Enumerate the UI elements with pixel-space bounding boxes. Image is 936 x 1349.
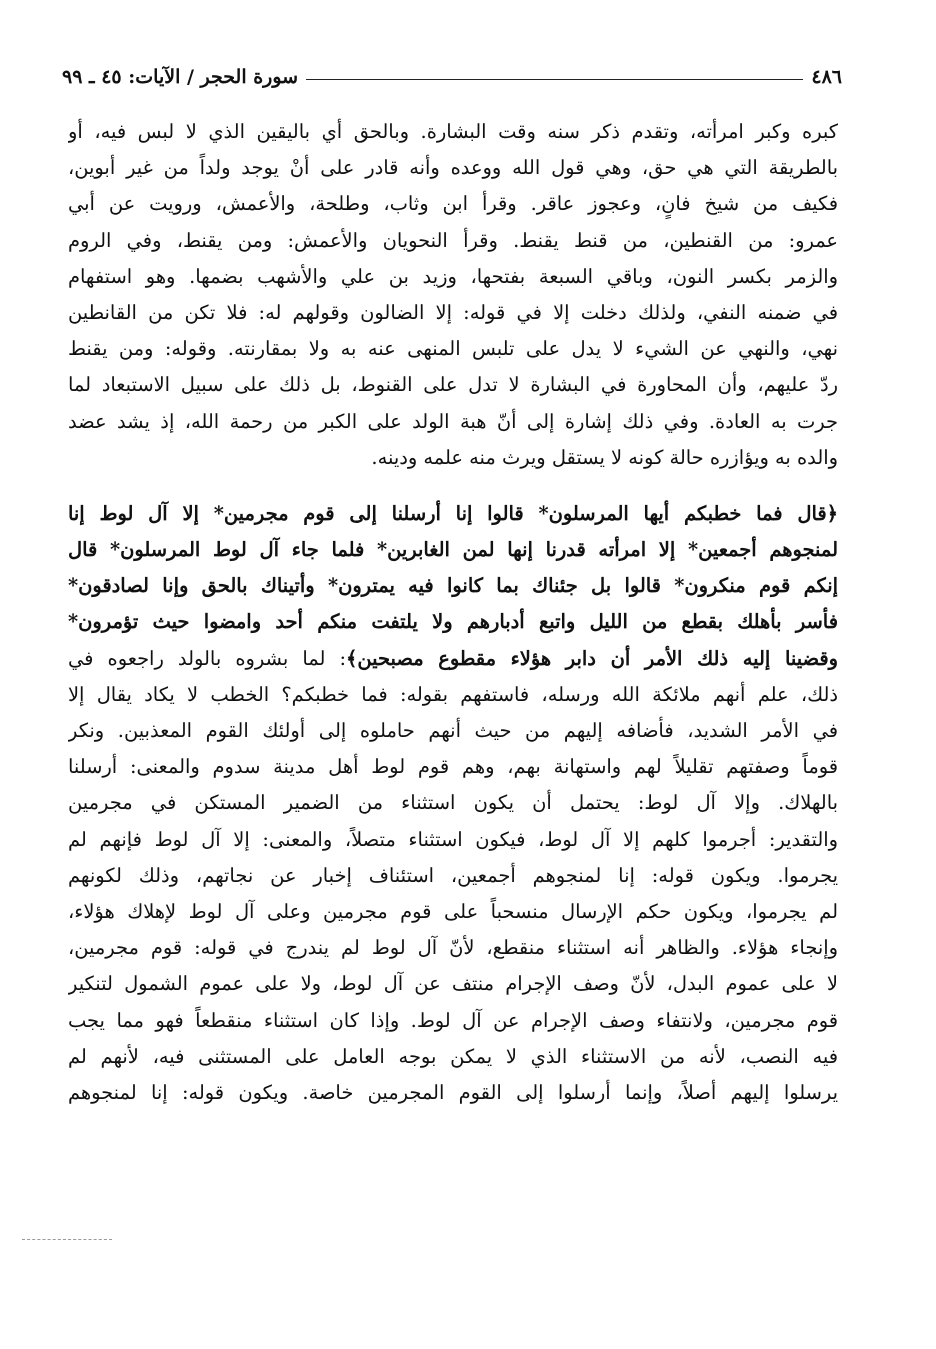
text-line: فيه النصب، لأنه من الاستثناء الذي لا يمكن بوجه العامل على المستثنى فيه، لأنهم لم xyxy=(68,1044,838,1068)
text-line: نهي، والنهي عن الشيء لا يدل على تلبس المنهى عنه به ولا بمقارنته. وقوله: ومن يقنط xyxy=(68,337,838,361)
text-line: كبره وكبر امرأته، وتقدم ذكر سنه وقت البشارة. وبالحق أي باليقين الذي لا لبس فيه، أو xyxy=(68,120,838,143)
text-line: في ضمنه النفي، ولذلك دخلت إلا في قوله: إلا الضالون وقولهم له: فلا تكن من القانطين xyxy=(68,300,838,324)
scan-mark xyxy=(22,1239,112,1242)
header-rule xyxy=(306,78,803,80)
running-title: سورة الحجر / الآيات: ٤٥ ـ ٩٩ xyxy=(62,66,299,88)
text-line: بالهلاك. وإلا آل لوط: يحتمل أن يكون استثناء من الضمير المستكن في مجرمين xyxy=(68,791,838,815)
text-line: عمرو: من القنطين، من قنط يقنط. وقرأ النحويان والأعمش: ومن يقنط، وفي الروم xyxy=(68,228,838,252)
text-line: لا على عموم البدل، لأنّ وصف الإجرام منتف عن آل لوط، ولا على عموم الشمول لتنكير xyxy=(68,972,838,996)
text-line: يرسلوا إليهم أصلاً، وإنما أرسلوا إلى القوم المجرمين خاصة. ويكون قوله: إنا لمنجوهم xyxy=(68,1080,838,1104)
verse-line: لمنجوهم أجمعين* إلا امرأته قدرنا إنها لمن الغابرين* فلما جاء آل لوط المرسلون* قال xyxy=(68,538,838,562)
text-line: في الأمر الشديد، فأضافه إليهم من حيث أنهم حاملوه إلى أولئك القوم المعذبين. ونكر xyxy=(68,719,838,742)
text-line: والتقدير: أجرموا كلهم إلا آل لوط، فيكون استثناء متصلاً، والمعنى: إلا آل لوط فإنهم لم xyxy=(68,827,838,851)
text-line: والده به ويؤازره حالة كونه لا يستقل ويرث منه علمه ودينه. xyxy=(371,445,838,469)
text-line: قوم مجرمين، ولانتفاء وصف الإجرام عن آل لوط. وإذا كان استثناء منقطعاً فهو مما يجب xyxy=(68,1008,838,1032)
text-line: يجرموا. ويكون قوله: إنا لمنجوهم أجمعين، استئناف إخبار عن نجاتهم، وذلك لكونهم xyxy=(68,863,838,887)
verse-line: فأسر بأهلك بقطع من الليل واتبع أدبارهم ولا يلتفت منكم أحد وامضوا حيث تؤمرون* xyxy=(68,610,838,634)
page-header xyxy=(62,58,842,88)
text-line: ذلك، علم أنهم ملائكة الله ورسله، فاستفهم بقوله: فما خطبكم؟ الخطب لا يكاد يقال إلا xyxy=(68,682,838,706)
text-line: وإنجاء هؤلاء. والظاهر أنه استثناء منقطع، لأنّ آل لوط لم يندرج في قوله: قوم مجرمين، xyxy=(68,936,838,960)
paragraph-gap xyxy=(68,476,838,496)
verse-end: وقضينا إليه ذلك الأمر أن دابر هؤلاء مقطوع مصبحين﴾ xyxy=(346,646,838,670)
verse-line: إنكم قوم منكرون* قالوا بل جئناك بما كانوا فيه يمترون* وأتيناك بالحق وإنا لصادقون* xyxy=(68,574,838,598)
text-line: بالطريقة التي هي حق، وهي قول الله ووعده وأنه قادر على أنْ يوجد ولداً من غير أبوين، xyxy=(68,156,838,180)
page-number: ٤٨٦ xyxy=(811,66,842,88)
text-line: ردّ عليهم، وأن المحاورة في البشارة لا تدل على القنوط، بل ذلك على سبيل الاستبعاد لما xyxy=(68,373,838,397)
body-text xyxy=(68,114,838,1111)
text-line: جرت به العادة. وفي ذلك إشارة إلى أنّ هبة الولد على الكبر من رحمة الله، إذ يشد عضد xyxy=(68,409,838,433)
text-line: والزمر بكسر النون، وباقي السبعة بفتحها، وزيد بن علي والأشهب بضمها. وهو استفهام xyxy=(68,264,838,288)
text-line: قوماً وصفتهم تقليلاً لهم واستهانة بهم، وهم قوم لوط أهل مدينة سدوم والمعنى: أرسلنا xyxy=(68,755,838,779)
verse-line: ﴿قال فما خطبكم أيها المرسلون* قالوا إنا أرسلنا إلى قوم مجرمين* إلا آل لوط إنا xyxy=(68,501,838,525)
text-line: لم يجرموا، ويكون حكم الإرسال منسحباً على قوم مجرمين وعلى آل لوط لإهلاك هؤلاء، xyxy=(68,899,838,923)
mixed-line xyxy=(68,641,838,677)
commentary-start: : لما بشروه بالولد راجعوه في xyxy=(68,646,347,670)
text-line: فكيف من شيخ فانٍ، وعجوز عاقر. وقرأ ابن وثاب، وطلحة، والأعمش، ورويت عن أبي xyxy=(68,192,838,216)
